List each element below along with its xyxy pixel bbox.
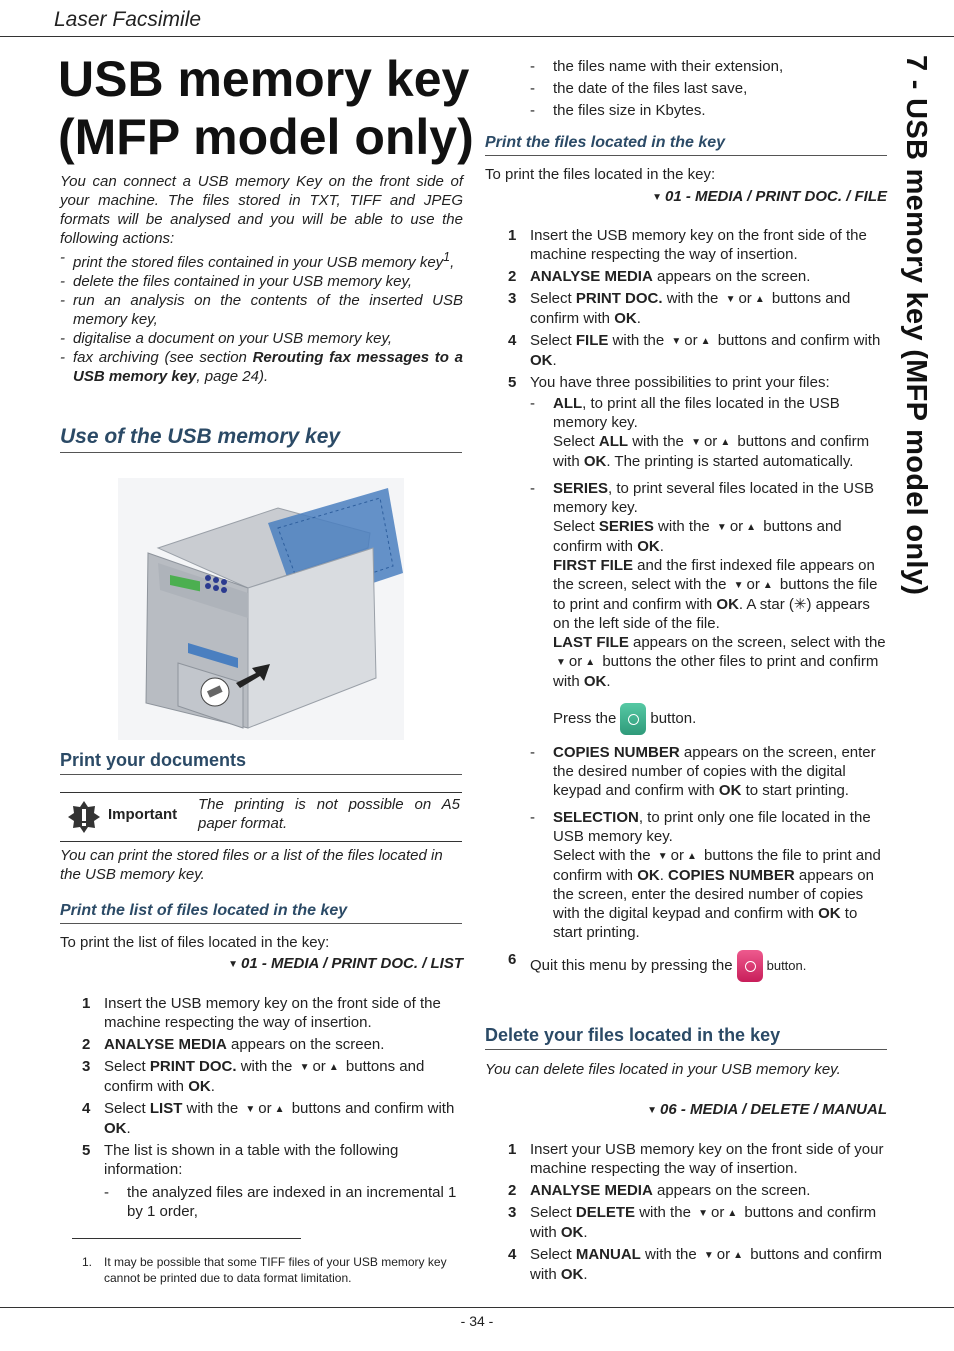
print-files-heading: Print the files located in the key (485, 134, 887, 156)
down-arrow-icon: ▼ (725, 294, 736, 305)
intro-bullet: - run an analysis on the contents of the inserted USB memory key, (60, 291, 463, 329)
step-item: 2 ANALYSE MEDIA appears on the screen. (508, 268, 811, 285)
step-item: 1 Insert the USB memory key on the front side of the machine respecting the way of insertion. (82, 995, 441, 1031)
header-rule (0, 36, 954, 37)
info-item: - the analyzed files are indexed in an incremental 1 by 1 order, (104, 1183, 464, 1221)
header-title: Laser Facsimile (54, 8, 202, 31)
footnote-mark: 1 (443, 250, 451, 264)
info-item: - the date of the files last save, (530, 79, 886, 98)
print-files-menu-path: ▼ 01 - MEDIA / PRINT DOC. / FILE (652, 188, 887, 205)
up-arrow-icon: ▲ (754, 294, 765, 305)
intro-bullet: - digitalise a document on your USB memory key, (60, 329, 463, 348)
down-arrow-icon: ▼ (556, 657, 566, 668)
up-arrow-icon: ▲ (585, 657, 596, 668)
down-arrow-icon: ▼ (299, 1062, 310, 1073)
step-item: 2 ANALYSE MEDIA appears on the screen. (508, 1182, 811, 1199)
intro-lead: You can connect a USB memory Key on the front side of your machine. The files stored in TXT, TIFF and JPEG formats will be analysed and you will be able to use the following actions: (60, 173, 463, 247)
list-menu-path: ▼ 01 - MEDIA / PRINT DOC. / LIST (228, 955, 463, 972)
intro-bullet: - print the stored files contained in your USB memory key$^1$, (60, 248, 463, 272)
start-button-icon (620, 703, 646, 735)
footer-rule (0, 1307, 954, 1308)
down-arrow-icon: ▼ (671, 336, 682, 347)
step-item: 5 You have three possibilities to print your files: - ALL, to print all the files located in the USB memory key. Select ALL with the ▼ or ▲ buttons and confirm with OK. The printing is started automatically. - SERIES, to print several files located in the USB memory key. Select SERIES with the ▼ or ▲ buttons and confirm with OK. FIRST FILE and the first indexed file appears on the screen, select with the ▼ or ▲ buttons the file to print and confirm with OK. A star (✳) appears on the left side of the file. LAST FILE appears on the screen, select with the ▼ or ▲ buttons the other files to print and confirm with OK. Press the button. - COPIES NUMBER appears on the screen, enter the desired number of copies with the digital keypad and confirm with OK to start printing. - SELECTION, to print only one file located in the USB memory key. Select with the ▼ or ▲ buttons the file to print and confirm with OK. COPIES NUMBER appears on the screen, enter the desired number of copies with the digital keypad and confirm with OK to start printing. (508, 373, 888, 942)
option-selection: - SELECTION, to print only one file located in the USB memory key. Select with the ▼ or ▲ buttons the file to print and confirm with OK. COPIES NUMBER appears on the screen, enter the desired number of copies with the digital keypad and confirm with OK to start printing. (530, 808, 888, 942)
down-arrow-icon: ▼ (698, 1208, 708, 1219)
page-title: USB memory key (MFP model only) (58, 51, 474, 165)
step-item: 6 Quit this menu by pressing the button. (508, 950, 888, 982)
down-arrow-icon: ▼ (733, 580, 744, 591)
down-arrow-icon: ▼ (657, 851, 668, 862)
important-note (60, 792, 462, 842)
up-arrow-icon: ▲ (727, 1208, 738, 1219)
up-arrow-icon: ▲ (762, 580, 773, 591)
important-text: The printing is not possible on A5 paper format. (198, 796, 460, 832)
down-arrow-icon: ▼ (703, 1250, 714, 1261)
section-link[interactable]: Rerouting fax messages to a USB memory key (73, 349, 463, 385)
down-arrow-icon: ▼ (228, 959, 239, 970)
section-print-heading: Print your documents (60, 750, 462, 775)
section-use-heading: Use of the USB memory key (60, 425, 462, 453)
up-arrow-icon: ▲ (720, 437, 731, 448)
up-arrow-icon: ▲ (700, 336, 711, 347)
page-number: - 34 - (460, 1313, 494, 1329)
footnote-rule (72, 1238, 301, 1239)
delete-intro: You can delete files located in your USB memory key. (485, 1061, 841, 1078)
step-item: 3 Select PRINT DOC. with the ▼ or ▲ buttons and confirm with OK. (508, 290, 851, 327)
delete-menu-path: ▼ 06 - MEDIA / DELETE / MANUAL (647, 1101, 887, 1118)
up-arrow-icon: ▲ (733, 1250, 744, 1261)
step-item: 1 Insert your USB memory key on the front side of your machine respecting the way of insertion. (508, 1141, 884, 1177)
step-item: 5 The list is shown in a table with the following information: - the analyzed files are indexed in an incremental 1 by 1 order, (82, 1141, 464, 1221)
step-item: 3 Select DELETE with the ▼ or ▲ buttons and confirm with OK. (508, 1204, 877, 1241)
intro (60, 172, 463, 386)
info-item: - the files size in Kbytes. (530, 101, 886, 120)
intro-bullet: - fax archiving (see section Rerouting fax messages to a USB memory key, page 24). (60, 348, 463, 386)
print-intro: You can print the stored files or a list of the files located in the USB memory key. (60, 847, 443, 883)
up-arrow-icon: ▲ (328, 1062, 339, 1073)
info-list-cont (530, 57, 886, 123)
warning-icon (68, 801, 100, 833)
stop-button-icon (737, 950, 763, 982)
delete-steps (508, 1140, 888, 1287)
step-item: 4 Select LIST with the ▼ or ▲ buttons and confirm with OK. (82, 1100, 455, 1137)
down-arrow-icon: ▼ (245, 1104, 256, 1115)
up-arrow-icon: ▲ (746, 522, 757, 533)
side-tab-text: 7 - USB memory key (MFP model only) (900, 55, 932, 596)
delete-heading: Delete your files located in the key (485, 1025, 887, 1050)
up-arrow-icon: ▲ (686, 851, 697, 862)
down-arrow-icon: ▼ (652, 192, 663, 203)
down-arrow-icon: ▼ (716, 522, 727, 533)
press-start-line: Press the button. (553, 703, 888, 735)
list-heading: Print the list of files located in the key (60, 902, 462, 924)
print-files-intro: To print the files located in the key: (485, 166, 716, 183)
machine-illustration (118, 478, 404, 740)
footnote: 1. It may be possible that some TIFF files of your USB memory key cannot be printed due to data format limitation. (82, 1255, 447, 1285)
option-all: - ALL, to print all the files located in the USB memory key. Select ALL with the ▼ or ▲ buttons and confirm with OK. The printing is started automatically. (530, 394, 888, 471)
step-item: 3 Select PRINT DOC. with the ▼ or ▲ buttons and confirm with OK. (82, 1058, 425, 1095)
list-intro: To print the list of files located in the key: (60, 934, 330, 951)
down-arrow-icon: ▼ (691, 437, 701, 448)
list-steps (82, 994, 464, 1229)
intro-bullet: - delete the files contained in your USB memory key, (60, 272, 463, 291)
step-item: 2 ANALYSE MEDIA appears on the screen. (82, 1036, 385, 1053)
option-series: - SERIES, to print several files located in the USB memory key. Select SERIES with the ▼ or ▲ buttons and confirm with OK. FIRST FILE and the first indexed file appears on the screen, select with the ▼ or ▲ buttons the file to print and confirm with OK. A star (✳) appears on the left side of the file. LAST FILE appears on the screen, select with the ▼ or ▲ buttons the other files to print and confirm with OK. Press the button. (530, 479, 888, 735)
down-arrow-icon: ▼ (647, 1105, 658, 1116)
step-item: 4 Select FILE with the ▼ or ▲ buttons and confirm with OK. (508, 332, 881, 369)
step-item: 4 Select MANUAL with the ▼ or ▲ buttons and confirm with OK. (508, 1246, 882, 1283)
print-files-steps (508, 226, 888, 985)
important-label: Important (108, 806, 178, 823)
info-item: - the files name with their extension, (530, 57, 886, 76)
step-item: 1 Insert the USB memory key on the front side of the machine respecting the way of insertion. (508, 227, 867, 263)
option-copies: - COPIES NUMBER appears on the screen, enter the desired number of copies with the digital keypad and confirm with OK to start printing. (530, 743, 888, 800)
up-arrow-icon: ▲ (274, 1104, 285, 1115)
